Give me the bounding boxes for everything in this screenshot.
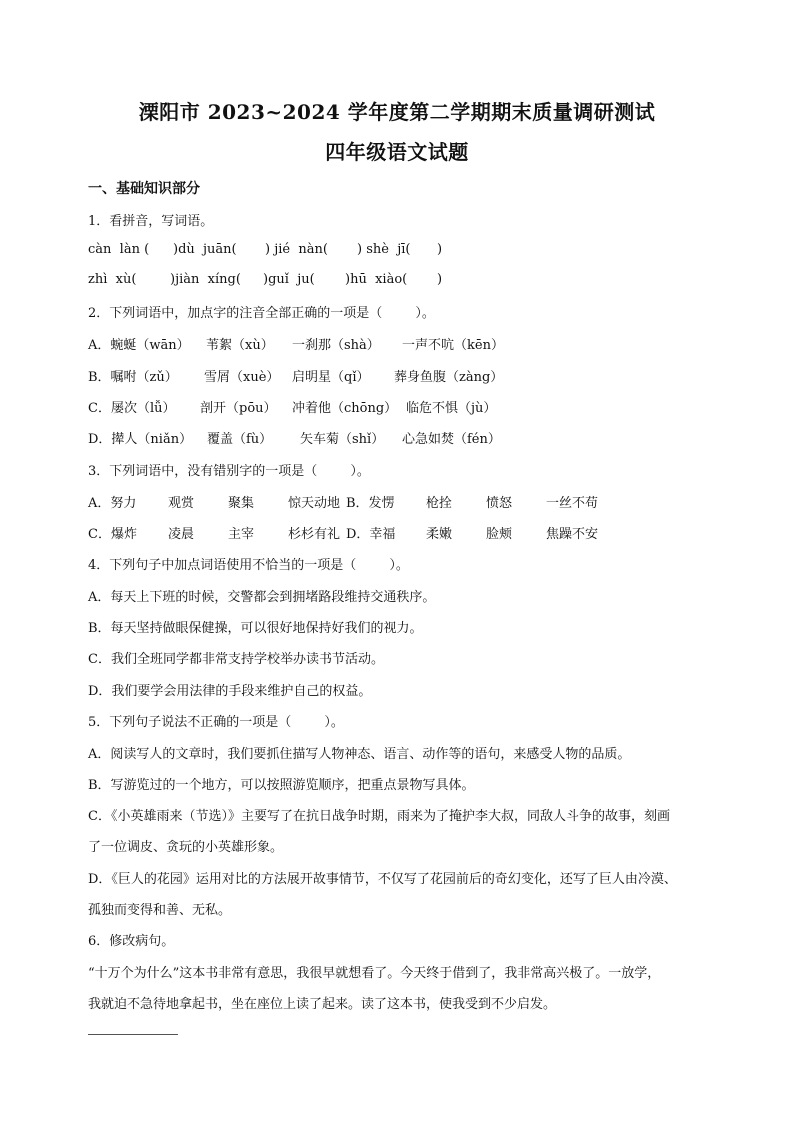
q3-stem-b: 错别字的一项是（ ）。 [213, 464, 370, 479]
q6-stem: 6．修改病句。 [88, 934, 175, 949]
q2-option-c-1: C．屡次（lǚ） [88, 401, 176, 416]
q5-stem [88, 711, 344, 730]
q2-option-b-1: B．嘱咐（zǔ） [88, 370, 178, 385]
q3-d-1: D．幸福 [346, 527, 396, 542]
q2-option-d-4: 心急如焚（fén） [402, 432, 501, 447]
pinyin-5: zhì xù( [88, 272, 137, 287]
pinyin-6: )jiàn xíng( [170, 272, 241, 287]
pinyin-1: càn làn ( [88, 242, 150, 257]
q3-a-3: 聚集 [228, 496, 255, 511]
q3-c-2: 凌晨 [168, 527, 195, 542]
exam-subtitle: 四年级语文试题 [325, 140, 469, 164]
q4-option-a: A．每天上下班的时候，交警都会到拥堵路段维持交通秩序。 [88, 590, 436, 605]
q3-stem-dotted: 没有 [187, 464, 214, 479]
q2-option-a-4: 一声不吭（kēn） [402, 338, 504, 353]
q5-option-b: B．写游览过的一个地方，可以按照游览顺序，把重点景物写具体。 [88, 778, 475, 793]
q3-d-3: 脸颊 [486, 527, 513, 542]
q1-stem: 1．看拼音，写词语。 [88, 214, 214, 229]
q5-stem-dotted: 不正确 [187, 715, 227, 730]
q5-option-c-line1: C．《小英雄雨来（节选）》主要写了在抗日战争时期，雨来为了掩护李大叔，同敌人斗争的故事，刻画 [88, 809, 670, 824]
q3-d-2: 柔嫩 [426, 527, 453, 542]
answer-line[interactable] [88, 1034, 178, 1035]
q2-option-c-4: 临危不惧（jù） [406, 401, 497, 416]
q3-b-1: B．发愣 [346, 496, 395, 511]
pinyin-4: ) shè jī( [357, 242, 411, 257]
q4-stem [88, 554, 409, 573]
exam-title: 溧阳市 2023~2024 学年度第二学期期末质量调研测试 [138, 100, 656, 124]
section-heading: 一、基础知识部分 [88, 181, 200, 197]
q2-option-a-1: A．蜿蜒（wān） [88, 338, 190, 353]
q2-option-b-3: 启明星（qǐ） [292, 370, 370, 385]
q5-stem-b: 的一项是（ ）。 [226, 715, 344, 730]
pinyin-2: )dù juān( [173, 242, 237, 257]
q2-stem-dotted: 全部正确 [265, 306, 318, 321]
q2-stem [88, 302, 435, 321]
q2-option-d-1: D．撵人（niǎn） [88, 432, 193, 447]
q3-a-1: A．努力 [88, 496, 137, 511]
q2-option-b-4: 葬身鱼腹（zàng） [394, 370, 504, 385]
q2-option-c-3: 冲着他（chōng） [292, 401, 398, 416]
q5-stem-a: 5．下列句子说法 [88, 715, 188, 730]
q5-option-d-line2: 孤独而变得和善、无私。 [88, 903, 232, 918]
q2-stem-b: 的一项是（ ）。 [317, 306, 435, 321]
q3-a-4: 惊天动地 [288, 496, 341, 511]
q3-stem [88, 460, 370, 479]
q4-stem-a: 4．下列句子中加点词语使用 [88, 558, 253, 573]
q3-stem-a: 3．下列词语中， [88, 464, 188, 479]
q4-option-d: D．我们要学会用法律的手段来维护自己的权益。 [88, 684, 372, 699]
q3-c-1: C．爆炸 [88, 527, 137, 542]
q5-option-d-line1: D．《巨人的花园》运用对比的方法展开故事情节，不仅写了花园前后的奇幻变化，还写了巨人由冷漠、 [88, 872, 677, 887]
q3-a-2: 观赏 [168, 496, 195, 511]
q6-passage-line1: “十万个为什么”这本书非常有意思，我很早就想看了。今天终于借到了，我非常高兴极了。一放学， [88, 966, 661, 981]
q3-b-2: 枪拴 [426, 496, 453, 511]
q2-option-a-2: 苇絮（xù） [206, 338, 274, 353]
q5-option-c-line2: 了一位调皮、贪玩的小英雄形象。 [88, 840, 284, 855]
q3-d-4: 焦躁不安 [546, 527, 599, 542]
pinyin-close: ) [437, 272, 443, 287]
q2-option-a-3: 一刹那（shà） [292, 338, 380, 353]
q2-stem-a: 2．下列词语中，加点字的注音 [88, 306, 266, 321]
q5-option-a: A．阅读写人的文章时，我们要抓住描写人物神态、语言、动作等的语句，来感受人物的品质。 [88, 747, 631, 762]
q3-b-4: 一丝不苟 [546, 496, 599, 511]
q2-option-d-3: 矢车菊（shǐ） [300, 432, 385, 447]
pinyin-8: )hū xiào( [345, 272, 408, 287]
q2-option-c-2: 剖开（pōu） [200, 401, 277, 416]
q6-passage-line2: 我就迫不急待地拿起书，坐在座位上读了起来。读了这本书，使我受到不少启发。 [88, 997, 557, 1012]
pinyin-close: ) [437, 242, 443, 257]
q3-b-3: 愤怒 [486, 496, 513, 511]
q4-stem-dotted: 不恰当 [252, 558, 292, 573]
q4-option-b: B．每天坚持做眼保健操，可以很好地保持好我们的视力。 [88, 621, 423, 636]
q4-option-c: C．我们全班同学都非常支持学校举办读书节活动。 [88, 652, 384, 667]
q2-option-b-2: 雪屑（xuè） [204, 370, 280, 385]
q3-c-4: 杉杉有礼 [288, 527, 341, 542]
q4-stem-b: 的一项是（ ）。 [291, 558, 409, 573]
q3-c-3: 主宰 [228, 527, 255, 542]
pinyin-3: ) jié nàn( [265, 242, 328, 257]
pinyin-7: )guǐ ju( [263, 272, 315, 287]
q2-option-d-2: 覆盖（fù） [207, 432, 273, 447]
